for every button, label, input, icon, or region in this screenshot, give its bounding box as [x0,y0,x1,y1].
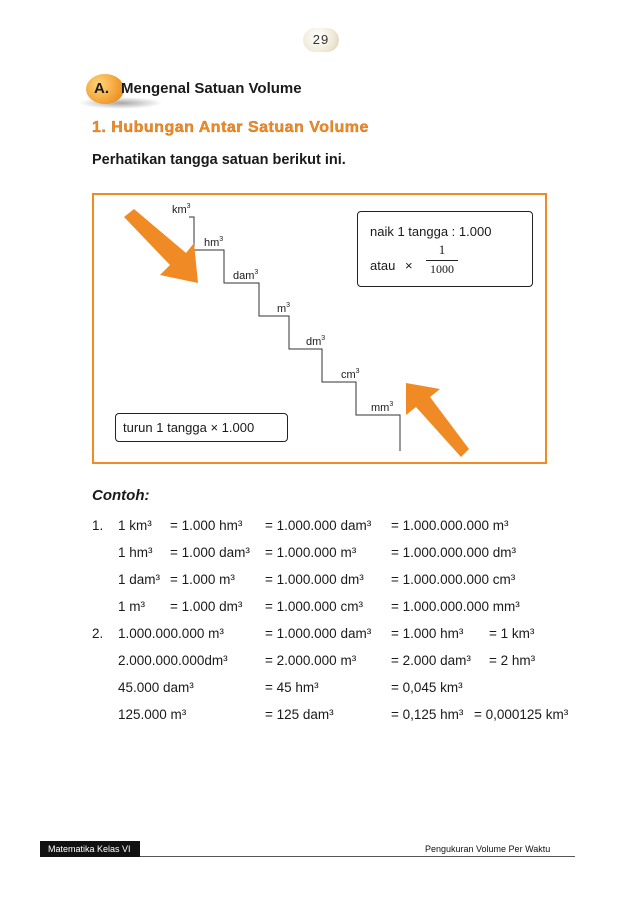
example-cell: = 1.000.000.000 cm³ [391,572,516,587]
example-cell: = 1.000.000 dm³ [265,572,364,587]
example-cell: = 1.000 hm³ [391,626,464,641]
example-cell: 45.000 dam³ [118,680,194,695]
arrow-up-icon [406,383,469,457]
arrow-down-icon [124,209,198,283]
turun-info-box [115,413,288,442]
example-cell: 2.000.000.000dm³ [118,653,228,668]
example-cell: = 1.000.000 dam³ [265,518,372,533]
example-cell: = 125 dam³ [265,707,334,722]
example-number: 2. [92,626,104,641]
subsection-title: 1. Hubungan Antar Satuan Volume [92,119,369,136]
unit-ladder-figure [92,193,547,464]
step-label-m: $m^3$ [277,302,291,315]
example-cell: = 1.000.000.000 mm³ [391,599,520,614]
step-label-hm: $hm^3$ [204,236,224,249]
example-cell: 1 dam³ [118,572,161,587]
naik-text: naik 1 tangga : 1.000 [370,224,492,239]
intro-text: Perhatikan tangga satuan berikut ini. [92,152,346,168]
example-cell: = 0,000125 km³ [474,707,569,722]
example-cell: 1.000.000.000 m³ [118,626,224,641]
fraction-bar [426,260,458,261]
step-label-dm: $dm^3$ [306,335,326,348]
step-label-mm: $mm^3$ [371,401,394,414]
example-cell: 1 km³ [118,518,152,533]
step-label-cm: $cm^3$ [341,368,360,381]
example-cell: = 0,125 hm³ [391,707,464,722]
fraction-numerator: 1 [438,242,446,257]
example-cell: = 1 km³ [489,626,535,641]
example-number: 1. [92,518,104,533]
page-number: 29 [303,28,339,52]
example-cell: = 0,045 km³ [391,680,463,695]
naik-info-box [357,211,533,287]
example-cell: = 1.000.000 cm³ [265,599,363,614]
example-cell: 1 m³ [118,599,145,614]
section-letter: A. [94,80,109,97]
times-symbol: × [405,258,413,273]
example-cell: = 1.000 m³ [170,572,235,587]
step-label-km: $km^3$ [172,203,191,216]
example-cell: = 1.000 dam³ [170,545,250,560]
footer-divider [140,856,575,857]
example-cell: 125.000 m³ [118,707,187,722]
example-cell: = 1.000.000 m³ [265,545,357,560]
example-cell: = 1.000.000 dam³ [265,626,372,641]
step-label-dam: dam$^3$ [233,269,259,282]
footer-chapter-title: Pengukuran Volume Per Waktu [425,844,551,854]
example-cell: = 1.000 hm³ [170,518,243,533]
contoh-title: Contoh: [92,487,150,504]
example-cell: = 2 hm³ [489,653,536,668]
example-cell: = 2.000.000 m³ [265,653,357,668]
example-cell: = 1.000.000.000 dm³ [391,545,516,560]
example-cell: = 2.000 dam³ [391,653,471,668]
example-cell: = 1.000.000.000 m³ [391,518,509,533]
example-cell: 1 hm³ [118,545,153,560]
fraction-denominator: 1000 [430,262,454,276]
section-title: Mengenal Satuan Volume [121,80,302,97]
atau-text: atau [370,258,396,273]
turun-text: turun 1 tangga × 1.000 [123,420,255,435]
example-cell: = 45 hm³ [265,680,319,695]
example-cell: = 1.000 dm³ [170,599,243,614]
footer-book-title: Matematika Kelas VI [40,841,140,857]
